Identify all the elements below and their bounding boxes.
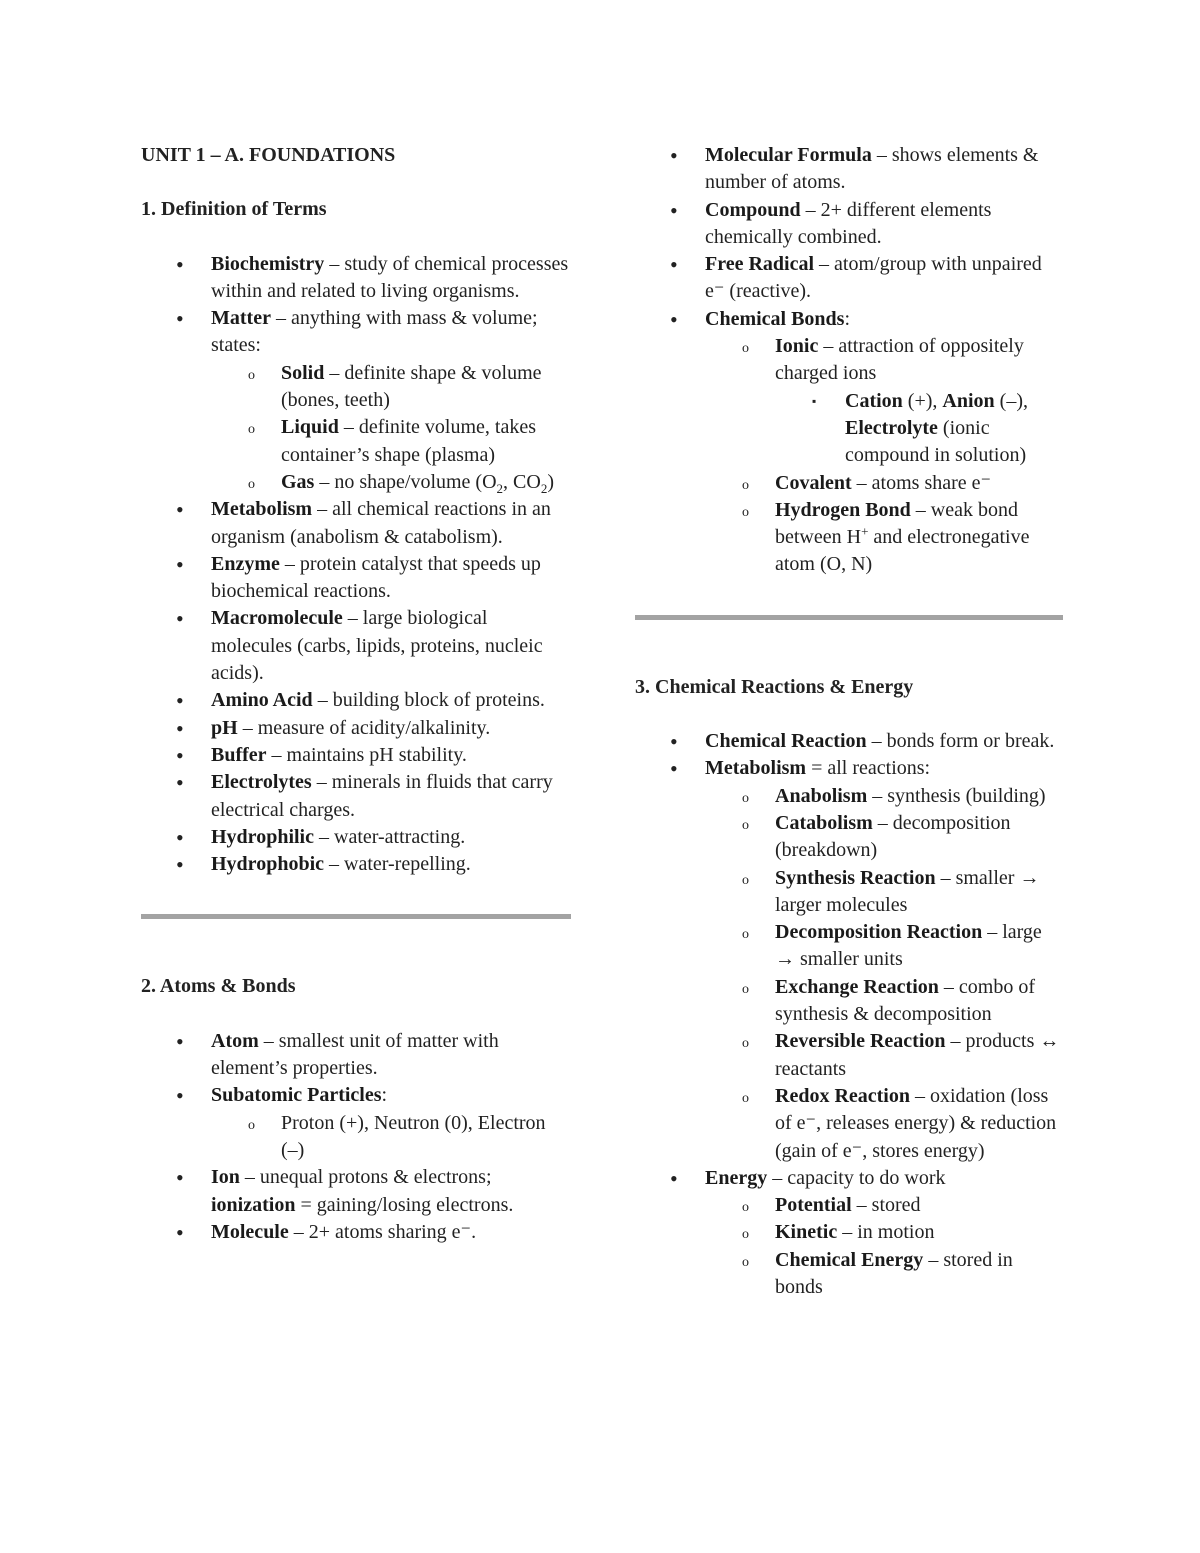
term: Decomposition Reaction (775, 921, 983, 944)
term: Chemical Reaction (705, 730, 867, 753)
unit-title: UNIT 1 – A. FOUNDATIONS (141, 144, 396, 166)
circle-marker: o (742, 477, 749, 493)
definition: – weak bond between H (775, 498, 1018, 549)
definition: – shows elements & number of atoms. (705, 144, 1039, 194)
list-item (635, 306, 1063, 579)
list-item (635, 755, 1063, 1164)
term: Ion (211, 1166, 240, 1189)
bullet-marker: • (176, 497, 184, 523)
term: Anion (942, 389, 995, 412)
definition: – unequal protons & electrons; (239, 1166, 492, 1189)
term: Matter (211, 307, 271, 330)
definition: – maintains pH stability. (266, 743, 467, 766)
list-item (141, 851, 571, 878)
bullet-marker: • (176, 606, 184, 632)
definition: – all chemical reactions in an organism (anabolism & catabolism). (211, 498, 551, 548)
list-item (141, 605, 571, 687)
list-item (141, 1164, 571, 1219)
circle-marker: o (742, 1036, 749, 1052)
bullet-marker: • (176, 251, 184, 277)
term: Liquid (281, 416, 339, 439)
circle-marker: o (248, 1117, 255, 1133)
definition: – 2+ atoms sharing e⁻. (288, 1220, 477, 1243)
term: Ionic (775, 335, 819, 358)
definition: – large biological molecules (carbs, lipids, proteins, nucleic acids). (211, 607, 543, 685)
term: Macromolecule (211, 607, 343, 630)
list-item (705, 865, 1063, 920)
definition: – definite shape & volume (bones, teeth) (281, 361, 542, 412)
term: Chemical Bonds (705, 307, 845, 330)
list-item (141, 742, 571, 769)
bullet-marker: • (670, 756, 678, 782)
term: Gas (281, 470, 315, 493)
term: Metabolism (705, 757, 807, 780)
definition: – synthesis (building) (867, 784, 1046, 807)
circle-marker: o (248, 367, 255, 383)
term: Biochemistry (211, 252, 325, 275)
term: Free Radical (705, 253, 815, 276)
term: Electrolytes (211, 771, 312, 794)
list-item (705, 1219, 1063, 1246)
definition: – measure of acidity/alkalinity. (237, 716, 491, 739)
right-column (635, 142, 1063, 1301)
definition: : (844, 307, 851, 330)
term: Covalent (775, 471, 852, 494)
definition: – stored (851, 1194, 921, 1217)
term: Hydrophobic (211, 853, 324, 876)
definition: – study of chemical processes within and related to living organisms. (211, 252, 569, 302)
list-item (705, 810, 1063, 865)
list-item (141, 715, 571, 742)
term: Chemical Energy (775, 1248, 924, 1271)
list-item (141, 769, 571, 824)
circle-marker: o (742, 981, 749, 997)
definition: – stored in bonds (775, 1248, 1013, 1298)
definition: – 2+ different elements chemically combined. (705, 198, 992, 248)
definition: – attraction of oppositely charged ions (775, 335, 1024, 385)
definition: – minerals in fluids that carry electrical charges. (211, 771, 553, 821)
term: Reversible Reaction (775, 1030, 946, 1053)
bullet-marker: • (670, 197, 678, 223)
term: Anabolism (775, 784, 868, 807)
definition: = gaining/losing electrons. (295, 1193, 514, 1216)
ions-sublist (705, 388, 1063, 470)
states-sublist (141, 360, 571, 496)
definition: Proton (+), Neutron (0), Electron (–) (281, 1111, 546, 1161)
term: Atom (211, 1029, 259, 1052)
definition: – atoms share e⁻ (851, 471, 992, 494)
definition: – water-repelling. (324, 853, 471, 876)
definition: , CO (503, 470, 541, 493)
list-item (141, 551, 571, 606)
bullet-marker: • (176, 715, 184, 741)
section-heading-atoms: 2. Atoms & Bonds (141, 975, 296, 998)
bullet-marker: • (176, 1083, 184, 1109)
list-item (705, 470, 1063, 497)
bullet-marker: • (176, 770, 184, 796)
circle-marker: o (742, 790, 749, 806)
circle-marker: o (248, 476, 255, 492)
definition: – products ↔ reactants (775, 1030, 1060, 1080)
superscript: + (861, 523, 869, 539)
bullet-marker: • (670, 1165, 678, 1191)
definition: – oxidation (loss of e⁻, releases energy) & reduction (gain of e⁻, stores energy) (775, 1084, 1057, 1162)
term: Catabolism (775, 811, 873, 834)
list-item (211, 1110, 571, 1165)
circle-marker: o (742, 1254, 749, 1270)
term: Energy (705, 1166, 768, 1189)
list-item (775, 388, 1063, 470)
term: Molecule (211, 1220, 289, 1243)
list-item (211, 360, 571, 415)
term: Hydrogen Bond (775, 498, 911, 521)
list-item (705, 974, 1063, 1029)
definition: and electronegative atom (O, N) (775, 526, 1030, 576)
definition: – decomposition (breakdown) (775, 811, 1011, 862)
list-item (635, 1165, 1063, 1301)
list-item (141, 824, 571, 851)
list-item (705, 919, 1063, 974)
definition: – anything with mass & volume; states: (211, 307, 538, 357)
definition: (+), (902, 389, 943, 412)
list-item (705, 783, 1063, 810)
bullet-marker: • (176, 742, 184, 768)
definition: – atom/group with unpaired e⁻ (reactive). (705, 253, 1042, 303)
energy-types-sublist (635, 1192, 1063, 1301)
particles-sublist (141, 1110, 571, 1165)
bullet-marker: • (670, 729, 678, 755)
circle-marker: o (742, 872, 749, 888)
term: Subatomic Particles (211, 1084, 382, 1107)
term: ionization (211, 1193, 296, 1216)
definition: – definite volume, takes container’s shape (plasma) (281, 416, 536, 466)
circle-marker: o (742, 341, 749, 357)
list-item (635, 197, 1063, 252)
term: Exchange Reaction (775, 975, 939, 998)
list-item (211, 469, 571, 496)
term: Buffer (211, 743, 267, 766)
term: Synthesis Reaction (775, 866, 936, 889)
bullet-marker: • (176, 551, 184, 577)
circle-marker: o (248, 422, 255, 438)
term: Molecular Formula (705, 144, 872, 166)
list-item (705, 1247, 1063, 1302)
bullet-marker: • (176, 852, 184, 878)
circle-marker: o (742, 817, 749, 833)
bullet-marker: • (176, 688, 184, 714)
circle-marker: o (742, 1227, 749, 1243)
definition: = all reactions: (806, 757, 931, 780)
bullet-marker: • (670, 306, 678, 332)
bullet-marker: • (176, 1165, 184, 1191)
definition: : (381, 1084, 388, 1107)
circle-marker: o (742, 504, 749, 520)
list-item (141, 1219, 571, 1246)
bonds-sublist (635, 333, 1063, 579)
circle-marker: o (742, 927, 749, 943)
list-item (141, 305, 571, 496)
definitions-list (141, 251, 571, 879)
list-item (141, 1082, 571, 1164)
bullet-marker: • (670, 143, 678, 168)
list-item (141, 251, 571, 306)
term: Redox Reaction (775, 1084, 910, 1107)
definition: – smallest unit of matter with element’s properties. (211, 1029, 499, 1080)
term: Enzyme (211, 552, 280, 575)
definition: – in motion (837, 1221, 935, 1244)
definition: – protein catalyst that speeds up biochemical reactions. (211, 552, 541, 603)
subscript: 2 (540, 480, 548, 496)
list-item (705, 333, 1063, 469)
term: Kinetic (775, 1221, 838, 1244)
term: Hydrophilic (211, 825, 314, 848)
definition: ) (547, 470, 554, 493)
list-item (705, 1192, 1063, 1219)
list-item (141, 1028, 571, 1083)
atoms-list-continued (635, 142, 1063, 579)
definition: (ionic compound in solution) (845, 416, 1027, 467)
list-item (705, 497, 1063, 579)
bullet-marker: • (176, 824, 184, 850)
definition: (–), (994, 389, 1028, 412)
section-heading-definitions: 1. Definition of Terms (141, 198, 327, 221)
list-item (635, 728, 1063, 755)
list-item (705, 1028, 1063, 1083)
list-item (211, 414, 571, 469)
square-marker: ▪ (812, 393, 817, 408)
circle-marker: o (742, 1090, 749, 1106)
term: Compound (705, 198, 801, 221)
term: Potential (775, 1194, 852, 1217)
term: Solid (281, 361, 325, 384)
left-column (141, 142, 571, 1246)
list-item (705, 1083, 1063, 1165)
atoms-list (141, 1028, 571, 1246)
list-item (635, 251, 1063, 306)
term: Amino Acid (211, 689, 313, 712)
definition: – water-attracting. (314, 825, 466, 848)
definition: – large → smaller units (775, 921, 1042, 971)
term: Electrolyte (845, 416, 938, 439)
definition: – building block of proteins. (312, 689, 545, 712)
term: Cation (845, 389, 903, 412)
list-item (141, 687, 571, 714)
list-item (141, 496, 571, 551)
reaction-types-sublist (635, 783, 1063, 1165)
definition: – combo of synthesis & decomposition (775, 975, 1035, 1026)
definition: – capacity to do work (767, 1166, 946, 1189)
bullet-marker: • (176, 306, 184, 332)
definition: – bonds form or break. (866, 730, 1055, 753)
definition: – no shape/volume (O (314, 470, 497, 493)
list-item (635, 142, 1063, 197)
bullet-marker: • (176, 1028, 184, 1054)
bullet-marker: • (670, 252, 678, 278)
term: pH (211, 716, 238, 739)
subscript: 2 (496, 480, 504, 496)
bullet-marker: • (176, 1219, 184, 1245)
definition: – smaller → larger molecules (775, 866, 1040, 916)
circle-marker: o (742, 1200, 749, 1216)
section-heading-reactions: 3. Chemical Reactions & Energy (635, 675, 914, 698)
term: Metabolism (211, 498, 313, 521)
reactions-list (635, 728, 1063, 1301)
